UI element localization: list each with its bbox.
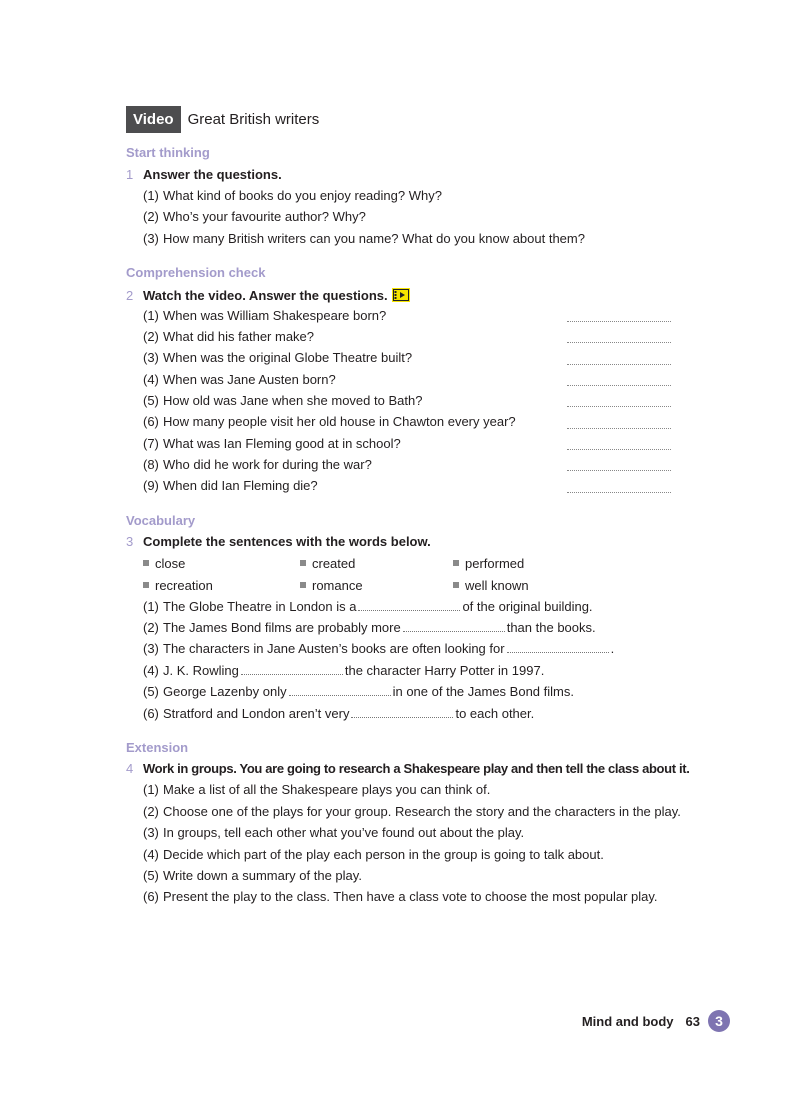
item-text: When was William Shakespeare born? xyxy=(163,308,387,323)
answer-line[interactable] xyxy=(567,385,671,386)
word-text: recreation xyxy=(155,578,213,593)
item-number: (6) xyxy=(143,706,159,721)
item-number: (4) xyxy=(143,372,159,387)
page-number: 63 xyxy=(685,1013,700,1029)
item-text: What kind of books do you enjoy reading? Why? xyxy=(163,188,442,203)
instruction-text: Work in groups. You are going to research a Shakespeare play and then tell the class about it. xyxy=(143,761,690,776)
exercise-number: 4 xyxy=(126,761,133,776)
answer-blank[interactable] xyxy=(403,620,505,632)
page-footer xyxy=(582,1010,730,1032)
exercise-number: 1 xyxy=(126,167,134,182)
gap-fill-sentence xyxy=(143,684,574,699)
list-item xyxy=(143,478,318,493)
section-heading-extension: Extension xyxy=(126,740,189,755)
word-option xyxy=(453,556,524,571)
gap-fill-sentence xyxy=(143,641,614,656)
item-number: (1) xyxy=(143,308,159,323)
item-text: Make a list of all the Shakespeare plays you can think of. xyxy=(163,782,491,797)
instruction-text: Watch the video. Answer the questions. xyxy=(143,288,388,303)
bullet-square-icon xyxy=(300,560,306,566)
item-number: (4) xyxy=(143,847,159,862)
answer-line[interactable] xyxy=(567,342,671,343)
word-option xyxy=(143,556,185,571)
answer-line[interactable] xyxy=(567,406,671,407)
item-number: (2) xyxy=(143,620,159,635)
item-number: (8) xyxy=(143,457,159,472)
answer-line[interactable] xyxy=(567,449,671,450)
list-item xyxy=(143,782,490,797)
item-text: Write down a summary of the play. xyxy=(163,868,362,883)
word-option xyxy=(300,578,363,593)
item-text: How many British writers can you name? What do you know about them? xyxy=(163,231,585,246)
list-item xyxy=(143,804,681,819)
instruction-4 xyxy=(126,761,689,776)
section-heading-vocabulary: Vocabulary xyxy=(126,513,196,528)
list-item xyxy=(143,308,386,323)
gap-fill-sentence xyxy=(143,620,596,635)
item-number: (3) xyxy=(143,641,159,656)
list-item xyxy=(143,847,604,862)
item-number: (7) xyxy=(143,436,159,451)
sentence-start: The Globe Theatre in London is a xyxy=(163,599,357,614)
answer-line[interactable] xyxy=(567,470,671,471)
unit-title: Mind and body xyxy=(581,1013,674,1029)
list-item xyxy=(143,231,585,246)
item-number: (2) xyxy=(143,209,159,224)
word-option xyxy=(300,556,355,571)
page-title: Great British writers xyxy=(187,111,320,128)
bullet-square-icon xyxy=(300,582,306,588)
bullet-square-icon xyxy=(453,582,459,588)
list-item xyxy=(143,436,401,451)
list-item xyxy=(143,868,362,883)
sentence-end: the character Harry Potter in 1997. xyxy=(344,663,545,678)
instruction-3 xyxy=(126,534,431,549)
answer-line[interactable] xyxy=(567,428,671,429)
item-text: How old was Jane when she moved to Bath? xyxy=(163,393,423,408)
list-item xyxy=(143,188,442,203)
answer-blank[interactable] xyxy=(241,663,343,675)
exercise-number: 3 xyxy=(126,534,134,549)
item-text: What did his father make? xyxy=(163,329,315,344)
video-tag: Video xyxy=(126,106,181,133)
instruction-1 xyxy=(126,167,282,182)
bullet-square-icon xyxy=(453,560,459,566)
item-number: (1) xyxy=(143,188,159,203)
word-text: created xyxy=(312,556,356,571)
item-number: (1) xyxy=(143,599,159,614)
list-item xyxy=(143,825,524,840)
sentence-start: George Lazenby only xyxy=(163,684,287,699)
item-text: Choose one of the plays for your group. Research the story and the characters in the play. xyxy=(163,804,681,819)
sentence-start: J. K. Rowling xyxy=(163,663,239,678)
gap-fill-sentence xyxy=(143,663,544,678)
item-number: (1) xyxy=(143,782,159,797)
item-text: In groups, tell each other what you’ve found out about the play. xyxy=(163,825,525,840)
instruction-2 xyxy=(126,288,410,303)
sentence-end: of the original building. xyxy=(462,599,593,614)
item-text: When did Ian Fleming die? xyxy=(163,478,318,493)
list-item xyxy=(143,457,372,472)
answer-blank[interactable] xyxy=(358,599,460,611)
answer-line[interactable] xyxy=(567,321,671,322)
unit-badge: 3 xyxy=(708,1010,730,1032)
item-text: When was the original Globe Theatre built? xyxy=(163,350,413,365)
item-number: (5) xyxy=(143,868,159,883)
sentence-start: The James Bond films are probably more xyxy=(163,620,401,635)
answer-blank[interactable] xyxy=(351,706,453,718)
item-number: (9) xyxy=(143,478,159,493)
sentence-start: Stratford and London aren’t very xyxy=(163,706,350,721)
list-item xyxy=(143,372,336,387)
instruction-text: Answer the questions. xyxy=(143,167,282,182)
sentence-end: . xyxy=(610,641,615,656)
sentence-end: in one of the James Bond films. xyxy=(392,684,574,699)
gap-fill-sentence xyxy=(143,599,593,614)
word-text: close xyxy=(155,556,186,571)
list-item xyxy=(143,329,314,344)
answer-blank[interactable] xyxy=(507,641,609,653)
word-text: romance xyxy=(312,578,363,593)
list-item xyxy=(143,393,422,408)
bullet-square-icon xyxy=(143,560,149,566)
sentence-end: to each other. xyxy=(455,706,535,721)
video-title-bar xyxy=(126,106,319,133)
video-icon xyxy=(392,288,410,302)
answer-blank[interactable] xyxy=(289,684,391,696)
section-heading-comprehension: Comprehension check xyxy=(126,265,266,280)
word-text: performed xyxy=(465,556,525,571)
item-number: (6) xyxy=(143,889,159,904)
answer-line[interactable] xyxy=(567,364,671,365)
exercise-number: 2 xyxy=(126,288,134,303)
item-number: (2) xyxy=(143,329,159,344)
bullet-square-icon xyxy=(143,582,149,588)
item-text: Decide which part of the play each person in the group is going to talk about. xyxy=(163,847,604,862)
list-item xyxy=(143,889,658,904)
word-option xyxy=(453,578,529,593)
sentence-start: The characters in Jane Austen’s books are often looking for xyxy=(163,641,505,656)
item-number: (3) xyxy=(143,825,159,840)
item-number: (6) xyxy=(143,414,159,429)
sentence-end: than the books. xyxy=(506,620,596,635)
word-option xyxy=(143,578,213,593)
list-item xyxy=(143,414,516,429)
gap-fill-sentence xyxy=(143,706,534,721)
instruction-text: Complete the sentences with the words below. xyxy=(143,534,431,549)
list-item xyxy=(143,350,412,365)
item-text: What was Ian Fleming good at in school? xyxy=(163,436,401,451)
item-number: (4) xyxy=(143,663,159,678)
word-text: well known xyxy=(465,578,529,593)
list-item xyxy=(143,209,366,224)
item-number: (5) xyxy=(143,393,159,408)
item-text: Who did he work for during the war? xyxy=(163,457,372,472)
section-heading-start: Start thinking xyxy=(126,145,210,160)
item-text: When was Jane Austen born? xyxy=(163,372,336,387)
item-text: How many people visit her old house in Chawton every year? xyxy=(163,414,516,429)
item-number: (5) xyxy=(143,684,159,699)
item-number: (2) xyxy=(143,804,159,819)
item-text: Present the play to the class. Then have a class vote to choose the most popular play. xyxy=(163,889,658,904)
item-number: (3) xyxy=(143,231,159,246)
item-number: (3) xyxy=(143,350,159,365)
item-text: Who’s your favourite author? Why? xyxy=(163,209,366,224)
answer-line[interactable] xyxy=(567,492,671,493)
